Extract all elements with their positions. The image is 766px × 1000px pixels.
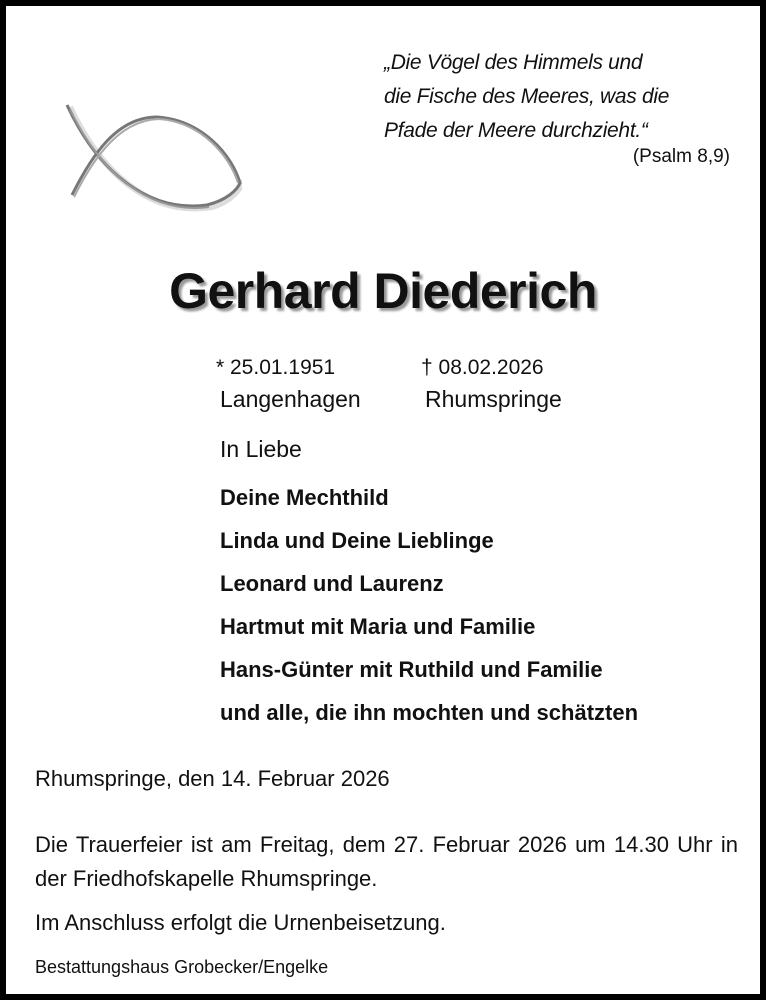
service-info: Die Trauerfeier ist am Freitag, dem 27. Februar 2026 um 14.30 Uhr in der Friedhofskapelle Rhumspringe. xyxy=(35,832,738,891)
mourner-line: und alle, die ihn mochten und schätzten xyxy=(220,700,639,725)
place-date: Rhumspringe, den 14. Februar 2026 xyxy=(35,766,390,791)
quote-line: „Die Vögel des Himmels und xyxy=(384,51,643,74)
death-place: Rhumspringe xyxy=(425,386,562,412)
death-date: † 08.02.2026 xyxy=(421,356,544,379)
funeral-home: Bestattungshaus Grobecker/Engelke xyxy=(35,957,329,977)
deceased-name: Gerhard Diederich xyxy=(169,263,597,319)
mourner-line: Hartmut mit Maria und Familie xyxy=(220,614,536,639)
psalm-quote xyxy=(384,46,669,148)
burial-info: Im Anschluss erfolgt die Urnenbeisetzung. xyxy=(35,910,446,935)
fish-symbol-icon xyxy=(62,95,242,225)
mourner-line: Hans-Günter mit Ruthild und Familie xyxy=(220,657,603,682)
birth-place: Langenhagen xyxy=(220,386,361,412)
intro-text: In Liebe xyxy=(220,436,302,462)
quote-line: Pfade der Meere durchzieht.“ xyxy=(384,119,648,142)
quote-source: (Psalm 8,9) xyxy=(632,146,730,167)
birth-date: * 25.01.1951 xyxy=(216,356,336,379)
mourner-line: Leonard und Laurenz xyxy=(220,571,444,596)
mourner-line: Deine Mechthild xyxy=(220,485,389,510)
mourner-line: Linda und Deine Lieblinge xyxy=(220,528,494,553)
quote-line: die Fische des Meeres, was die xyxy=(384,85,670,108)
